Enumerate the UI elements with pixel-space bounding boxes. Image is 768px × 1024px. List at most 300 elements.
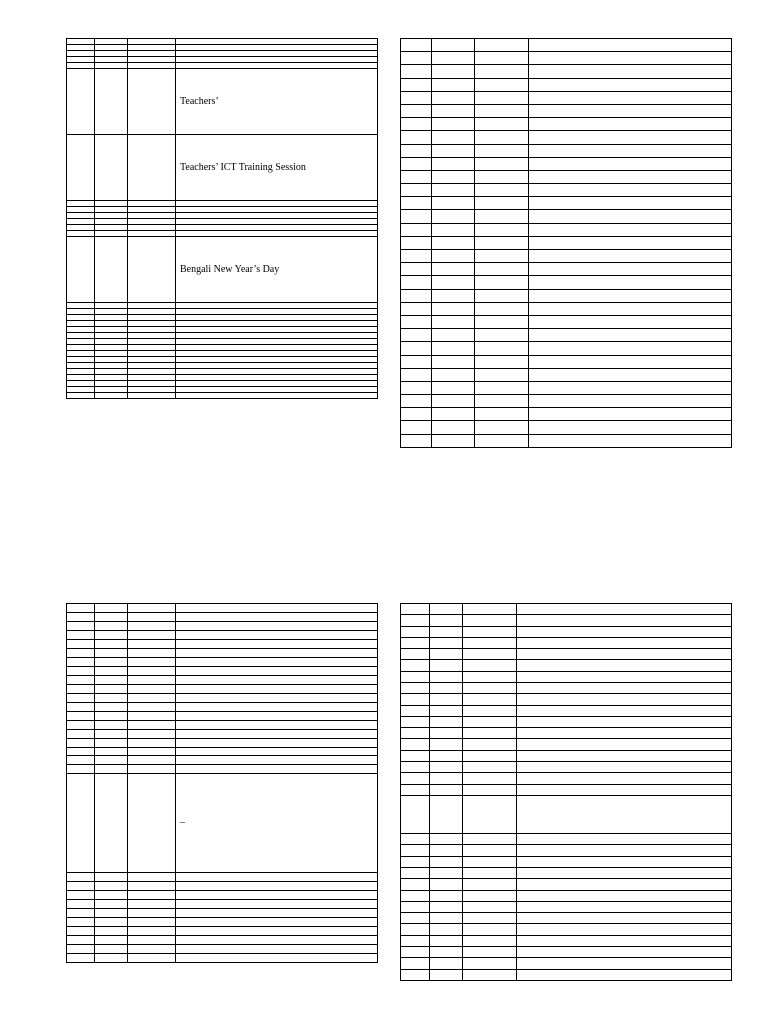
table-row bbox=[401, 342, 732, 355]
date-cell bbox=[95, 711, 128, 720]
date-cell bbox=[401, 434, 432, 447]
date-cell bbox=[67, 604, 95, 613]
event-cell bbox=[517, 924, 732, 935]
date-cell bbox=[430, 924, 463, 935]
date-cell bbox=[128, 684, 176, 693]
date-cell bbox=[463, 924, 517, 935]
table-row bbox=[401, 868, 732, 879]
date-cell bbox=[95, 926, 128, 935]
event-cell bbox=[529, 236, 732, 249]
date-cell bbox=[67, 657, 95, 666]
date-cell bbox=[430, 626, 463, 637]
table-row bbox=[67, 630, 378, 639]
table-row bbox=[67, 702, 378, 711]
event-cell bbox=[529, 434, 732, 447]
date-cell bbox=[463, 958, 517, 969]
event-cell bbox=[517, 705, 732, 716]
date-cell bbox=[475, 342, 529, 355]
date-cell bbox=[432, 421, 475, 434]
date-cell bbox=[401, 368, 432, 381]
date-cell bbox=[128, 917, 176, 926]
date-cell bbox=[128, 729, 176, 738]
date-cell bbox=[432, 250, 475, 263]
date-cell bbox=[128, 909, 176, 918]
date-cell bbox=[432, 104, 475, 117]
date-cell bbox=[128, 393, 176, 399]
event-cell bbox=[176, 657, 378, 666]
event-cell bbox=[517, 969, 732, 980]
table-row bbox=[401, 250, 732, 263]
event-cell: – bbox=[176, 774, 378, 873]
date-cell bbox=[432, 434, 475, 447]
date-cell bbox=[430, 834, 463, 845]
date-cell bbox=[401, 924, 430, 935]
event-cell bbox=[176, 621, 378, 630]
table-row bbox=[401, 834, 732, 845]
date-cell bbox=[95, 612, 128, 621]
date-cell bbox=[401, 716, 430, 727]
event-cell bbox=[529, 408, 732, 421]
event-cell bbox=[517, 856, 732, 867]
date-cell bbox=[475, 236, 529, 249]
table-row bbox=[401, 694, 732, 705]
event-cell bbox=[529, 118, 732, 131]
date-cell bbox=[95, 873, 128, 882]
table-row bbox=[401, 276, 732, 289]
date-cell bbox=[475, 329, 529, 342]
date-cell bbox=[475, 210, 529, 223]
date-cell bbox=[432, 395, 475, 408]
event-cell bbox=[529, 421, 732, 434]
table-row bbox=[401, 65, 732, 78]
table-row bbox=[401, 795, 732, 833]
date-cell bbox=[401, 223, 432, 236]
date-cell bbox=[401, 381, 432, 394]
event-cell bbox=[529, 78, 732, 91]
date-cell bbox=[95, 935, 128, 944]
date-cell bbox=[463, 795, 517, 833]
date-cell bbox=[128, 621, 176, 630]
date-cell bbox=[401, 604, 430, 615]
event-cell bbox=[176, 935, 378, 944]
event-cell bbox=[517, 682, 732, 693]
event-cell bbox=[517, 694, 732, 705]
date-cell bbox=[401, 890, 430, 901]
date-cell bbox=[401, 649, 430, 660]
date-cell bbox=[463, 728, 517, 739]
event-cell bbox=[517, 739, 732, 750]
table-row bbox=[401, 958, 732, 969]
table-row bbox=[401, 637, 732, 648]
date-cell bbox=[67, 747, 95, 756]
event-cell bbox=[517, 901, 732, 912]
date-cell bbox=[475, 118, 529, 131]
date-cell bbox=[401, 958, 430, 969]
table-row bbox=[401, 131, 732, 144]
event-cell bbox=[529, 289, 732, 302]
date-cell bbox=[95, 917, 128, 926]
table-row bbox=[401, 78, 732, 91]
table-row bbox=[67, 693, 378, 702]
date-cell bbox=[95, 675, 128, 684]
date-cell bbox=[67, 675, 95, 684]
event-cell bbox=[176, 711, 378, 720]
table-row bbox=[401, 845, 732, 856]
event-cell bbox=[529, 52, 732, 65]
event-cell bbox=[176, 765, 378, 774]
date-cell bbox=[401, 637, 430, 648]
date-cell bbox=[128, 666, 176, 675]
date-cell bbox=[432, 197, 475, 210]
date-cell bbox=[67, 926, 95, 935]
table-row bbox=[67, 738, 378, 747]
event-cell bbox=[529, 223, 732, 236]
date-cell bbox=[430, 671, 463, 682]
event-cell bbox=[529, 329, 732, 342]
date-cell bbox=[67, 612, 95, 621]
date-cell bbox=[432, 329, 475, 342]
date-cell bbox=[432, 52, 475, 65]
table-row bbox=[401, 615, 732, 626]
date-cell bbox=[401, 315, 432, 328]
date-cell bbox=[95, 135, 128, 201]
date-cell bbox=[430, 750, 463, 761]
date-cell bbox=[475, 65, 529, 78]
event-cell bbox=[176, 684, 378, 693]
date-cell bbox=[95, 900, 128, 909]
date-cell bbox=[401, 263, 432, 276]
table-row bbox=[401, 773, 732, 784]
table-row bbox=[401, 705, 732, 716]
date-cell bbox=[463, 761, 517, 772]
date-cell bbox=[128, 675, 176, 684]
date-cell bbox=[67, 630, 95, 639]
schedule-table-top-left bbox=[66, 38, 378, 399]
date-cell bbox=[432, 170, 475, 183]
date-cell bbox=[401, 739, 430, 750]
date-cell bbox=[475, 434, 529, 447]
table-row bbox=[401, 157, 732, 170]
table-row bbox=[401, 236, 732, 249]
date-cell bbox=[430, 660, 463, 671]
date-cell bbox=[95, 630, 128, 639]
date-cell bbox=[67, 711, 95, 720]
date-cell bbox=[401, 210, 432, 223]
event-cell bbox=[517, 604, 732, 615]
date-cell bbox=[401, 131, 432, 144]
date-cell bbox=[432, 144, 475, 157]
date-cell bbox=[463, 750, 517, 761]
table-row bbox=[67, 900, 378, 909]
table-row bbox=[67, 873, 378, 882]
event-cell bbox=[517, 637, 732, 648]
date-cell bbox=[475, 408, 529, 421]
date-cell bbox=[67, 873, 95, 882]
table-row bbox=[401, 913, 732, 924]
event-cell bbox=[517, 784, 732, 795]
date-cell bbox=[475, 78, 529, 91]
date-cell bbox=[463, 890, 517, 901]
table-row bbox=[401, 890, 732, 901]
date-cell bbox=[475, 39, 529, 52]
table-row bbox=[67, 393, 378, 399]
date-cell bbox=[430, 716, 463, 727]
event-cell bbox=[529, 104, 732, 117]
date-cell bbox=[430, 784, 463, 795]
date-cell bbox=[401, 660, 430, 671]
table-row bbox=[401, 935, 732, 946]
table-row bbox=[401, 210, 732, 223]
table-row bbox=[401, 39, 732, 52]
date-cell bbox=[67, 882, 95, 891]
date-cell bbox=[463, 716, 517, 727]
event-cell bbox=[176, 702, 378, 711]
date-cell bbox=[128, 935, 176, 944]
date-cell bbox=[401, 276, 432, 289]
table-row bbox=[401, 52, 732, 65]
event-cell bbox=[529, 131, 732, 144]
date-cell bbox=[401, 395, 432, 408]
date-cell bbox=[95, 891, 128, 900]
event-cell bbox=[517, 879, 732, 890]
date-cell bbox=[95, 909, 128, 918]
event-cell bbox=[529, 197, 732, 210]
table-row bbox=[401, 901, 732, 912]
date-cell bbox=[401, 946, 430, 957]
date-cell bbox=[463, 671, 517, 682]
event-cell bbox=[529, 302, 732, 315]
date-cell bbox=[401, 761, 430, 772]
date-cell bbox=[128, 604, 176, 613]
event-cell bbox=[529, 157, 732, 170]
event-cell bbox=[529, 381, 732, 394]
date-cell bbox=[463, 604, 517, 615]
date-cell bbox=[128, 135, 176, 201]
date-cell bbox=[95, 756, 128, 765]
event-cell bbox=[529, 342, 732, 355]
date-cell bbox=[430, 890, 463, 901]
date-cell bbox=[67, 702, 95, 711]
table-row bbox=[401, 879, 732, 890]
date-cell bbox=[430, 739, 463, 750]
date-cell bbox=[128, 873, 176, 882]
date-cell bbox=[432, 289, 475, 302]
table-row bbox=[67, 935, 378, 944]
date-cell bbox=[95, 882, 128, 891]
table-row bbox=[401, 434, 732, 447]
date-cell bbox=[463, 637, 517, 648]
date-cell bbox=[463, 946, 517, 957]
event-cell bbox=[176, 720, 378, 729]
event-cell bbox=[529, 276, 732, 289]
date-cell bbox=[401, 773, 430, 784]
date-cell bbox=[95, 738, 128, 747]
date-cell bbox=[401, 118, 432, 131]
date-cell bbox=[128, 891, 176, 900]
event-cell bbox=[517, 834, 732, 845]
event-cell bbox=[176, 729, 378, 738]
event-cell bbox=[517, 958, 732, 969]
date-cell bbox=[430, 682, 463, 693]
table-row bbox=[401, 104, 732, 117]
table-row bbox=[67, 639, 378, 648]
date-cell bbox=[463, 784, 517, 795]
date-cell bbox=[430, 728, 463, 739]
date-cell bbox=[67, 666, 95, 675]
event-cell bbox=[176, 639, 378, 648]
date-cell bbox=[432, 157, 475, 170]
table-row bbox=[401, 671, 732, 682]
date-cell bbox=[475, 91, 529, 104]
table-row bbox=[401, 969, 732, 980]
event-cell bbox=[517, 868, 732, 879]
date-cell bbox=[430, 958, 463, 969]
date-cell bbox=[432, 263, 475, 276]
table-row bbox=[401, 421, 732, 434]
date-cell bbox=[95, 657, 128, 666]
date-cell bbox=[67, 639, 95, 648]
table-row bbox=[401, 660, 732, 671]
date-cell bbox=[475, 144, 529, 157]
date-cell bbox=[401, 615, 430, 626]
date-cell bbox=[401, 170, 432, 183]
event-cell bbox=[517, 946, 732, 957]
date-cell bbox=[430, 856, 463, 867]
date-cell bbox=[432, 408, 475, 421]
date-cell bbox=[128, 69, 176, 135]
table-row bbox=[67, 612, 378, 621]
date-cell bbox=[463, 935, 517, 946]
table-row bbox=[401, 946, 732, 957]
date-cell bbox=[463, 615, 517, 626]
date-cell bbox=[95, 953, 128, 962]
event-cell: Bengali New Year’s Day bbox=[176, 237, 378, 303]
event-cell bbox=[176, 953, 378, 962]
table-row bbox=[401, 626, 732, 637]
date-cell bbox=[128, 720, 176, 729]
date-cell bbox=[430, 604, 463, 615]
date-cell bbox=[475, 355, 529, 368]
table-row bbox=[67, 747, 378, 756]
date-cell bbox=[95, 765, 128, 774]
date-cell bbox=[475, 368, 529, 381]
date-cell bbox=[67, 900, 95, 909]
event-cell bbox=[529, 250, 732, 263]
table-row bbox=[401, 750, 732, 761]
date-cell bbox=[401, 184, 432, 197]
table-row bbox=[401, 118, 732, 131]
table-row bbox=[401, 170, 732, 183]
date-cell bbox=[430, 637, 463, 648]
table-row bbox=[67, 657, 378, 666]
date-cell bbox=[128, 693, 176, 702]
date-cell bbox=[475, 421, 529, 434]
table-row bbox=[67, 909, 378, 918]
date-cell bbox=[430, 935, 463, 946]
date-cell bbox=[401, 342, 432, 355]
event-cell bbox=[517, 728, 732, 739]
date-cell bbox=[401, 856, 430, 867]
date-cell bbox=[430, 946, 463, 957]
date-cell bbox=[475, 302, 529, 315]
table-row bbox=[67, 648, 378, 657]
date-cell bbox=[463, 739, 517, 750]
event-cell bbox=[529, 184, 732, 197]
table-row bbox=[401, 223, 732, 236]
date-cell bbox=[430, 845, 463, 856]
event-cell bbox=[176, 944, 378, 953]
table-row bbox=[67, 953, 378, 962]
date-cell bbox=[95, 237, 128, 303]
date-cell bbox=[128, 944, 176, 953]
date-cell bbox=[430, 773, 463, 784]
date-cell bbox=[401, 834, 430, 845]
date-cell bbox=[67, 237, 95, 303]
event-cell bbox=[176, 648, 378, 657]
event-cell bbox=[517, 626, 732, 637]
date-cell bbox=[401, 408, 432, 421]
schedule-table-bottom-left bbox=[66, 603, 378, 963]
date-cell bbox=[401, 913, 430, 924]
date-cell bbox=[401, 845, 430, 856]
event-cell bbox=[517, 660, 732, 671]
event-cell bbox=[517, 890, 732, 901]
date-cell bbox=[432, 381, 475, 394]
date-cell bbox=[128, 630, 176, 639]
table-row bbox=[401, 716, 732, 727]
date-cell bbox=[67, 765, 95, 774]
date-cell bbox=[463, 705, 517, 716]
date-cell bbox=[475, 315, 529, 328]
date-cell bbox=[128, 657, 176, 666]
date-cell bbox=[432, 302, 475, 315]
table-row bbox=[401, 329, 732, 342]
date-cell bbox=[430, 649, 463, 660]
date-cell bbox=[95, 648, 128, 657]
event-cell bbox=[176, 738, 378, 747]
table-row bbox=[67, 774, 378, 873]
date-cell bbox=[463, 879, 517, 890]
table-row bbox=[401, 302, 732, 315]
event-cell bbox=[176, 393, 378, 399]
date-cell bbox=[432, 131, 475, 144]
date-cell bbox=[463, 969, 517, 980]
date-cell bbox=[430, 969, 463, 980]
event-cell bbox=[529, 315, 732, 328]
date-cell bbox=[67, 738, 95, 747]
table-row bbox=[401, 315, 732, 328]
date-cell bbox=[475, 52, 529, 65]
table-row bbox=[67, 756, 378, 765]
event-cell bbox=[176, 909, 378, 918]
date-cell bbox=[401, 750, 430, 761]
date-cell bbox=[67, 693, 95, 702]
date-cell bbox=[95, 604, 128, 613]
date-cell bbox=[401, 694, 430, 705]
date-cell bbox=[432, 78, 475, 91]
date-cell bbox=[401, 78, 432, 91]
event-cell: Teachers’ ICT Training Session bbox=[176, 135, 378, 201]
date-cell bbox=[463, 773, 517, 784]
date-cell bbox=[67, 774, 95, 873]
date-cell bbox=[432, 342, 475, 355]
table-row bbox=[67, 604, 378, 613]
date-cell bbox=[463, 626, 517, 637]
table-row bbox=[401, 91, 732, 104]
date-cell bbox=[67, 729, 95, 738]
event-cell bbox=[176, 882, 378, 891]
date-cell bbox=[463, 913, 517, 924]
